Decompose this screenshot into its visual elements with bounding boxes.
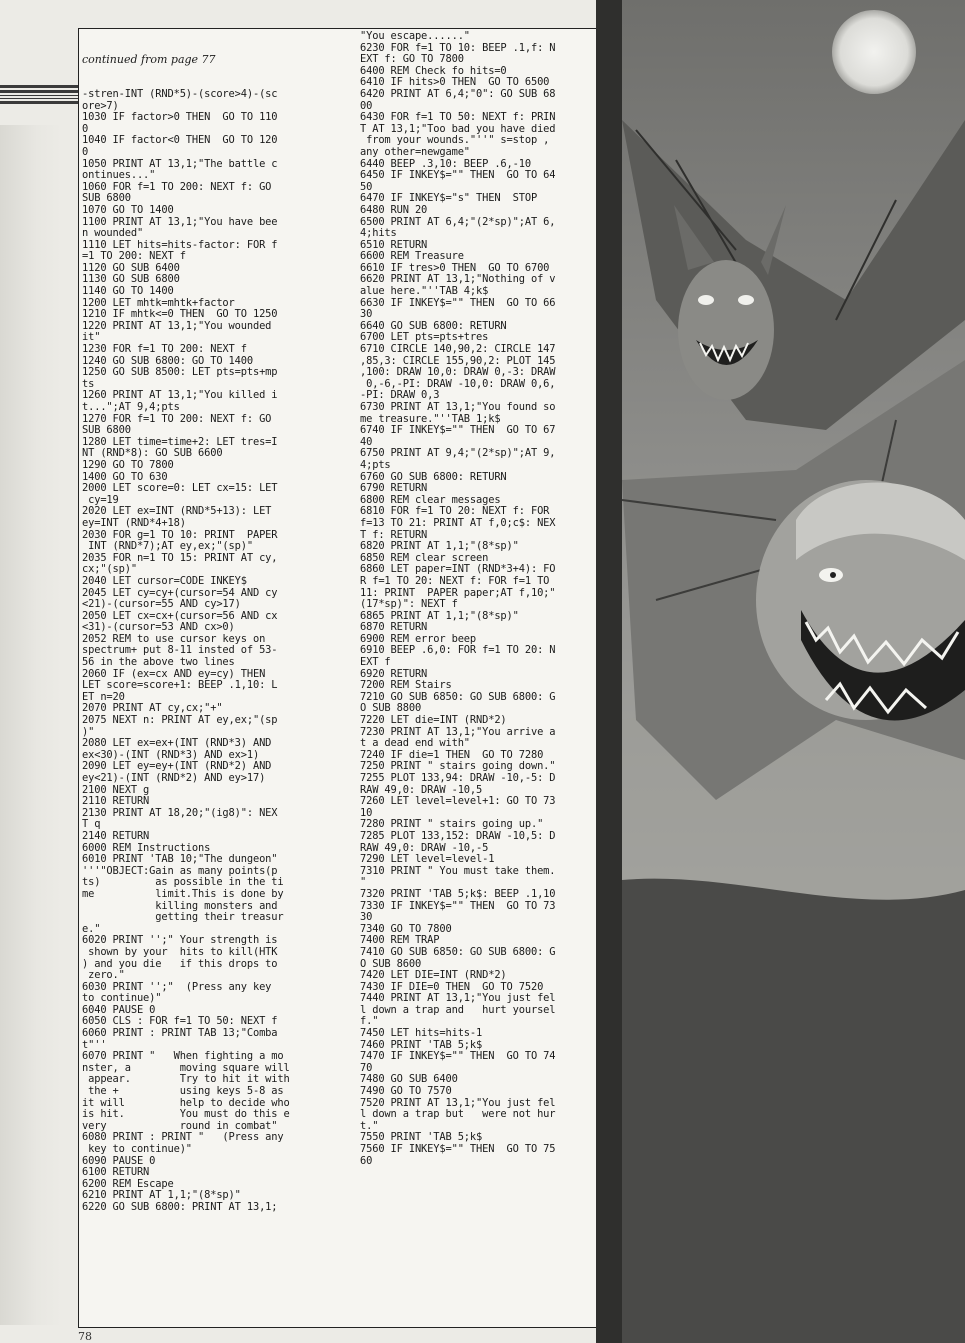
- code-line: key to continue)": [82, 1144, 192, 1155]
- code-line: 2060 IF (ex=cx AND ey=cy) THEN: [82, 668, 266, 680]
- code-line: 6630 IF INKEY$="" THEN GO TO 66: [360, 297, 556, 309]
- code-line: 40: [360, 436, 373, 448]
- code-line: 7340 GO TO 7800: [360, 923, 452, 935]
- code-line: 1050 PRINT AT 13,1;"The battle c: [82, 158, 278, 170]
- code-line: 70: [360, 1062, 373, 1074]
- code-line: 6850 REM clear screen: [360, 552, 489, 564]
- bats-illustration: [596, 0, 965, 1343]
- code-line: LET score=score+1: BEEP .1,10: L: [82, 680, 278, 692]
- code-line: 6740 IF INKEY$="" THEN GO TO 67: [360, 425, 556, 437]
- code-line: 7560 IF INKEY$="" THEN GO TO 75: [360, 1144, 556, 1155]
- code-line: 6640 GO SUB 6800: RETURN: [360, 320, 507, 332]
- code-line: 00: [360, 100, 373, 112]
- code-line: spectrum+ put 8-11 insted of 53-: [82, 645, 278, 657]
- code-line: 50: [360, 181, 373, 193]
- code-line: 6450 IF INKEY$="" THEN GO TO 64: [360, 170, 556, 182]
- code-line: 6040 PAUSE 0: [82, 1004, 156, 1016]
- listing-column-right: [360, 31, 622, 1167]
- code-line: 0: [82, 146, 89, 158]
- code-line: t.": [360, 1120, 379, 1132]
- code-line: 6020 PRINT '';" Your strength is: [82, 935, 278, 947]
- code-line: 6080 PRINT : PRINT " (Press any: [82, 1132, 284, 1144]
- code-line: T AT 13,1;"Too bad you have died: [360, 123, 556, 135]
- code-line: 6030 PRINT '';" (Press any key: [82, 981, 272, 993]
- code-line: 7200 REM Stairs: [360, 680, 452, 692]
- code-line: 7550 PRINT 'TAB 5;k$: [360, 1132, 483, 1144]
- code-line: me limit.This is done by: [82, 888, 284, 900]
- code-line: ET n=20: [82, 691, 125, 703]
- code-line: SUB 6800: [82, 425, 131, 437]
- code-line: 7480 GO SUB 6400: [360, 1074, 458, 1086]
- code-line: 6870 RETURN: [360, 622, 428, 634]
- code-line: 6820 PRINT AT 1,1;"(8*sp)": [360, 541, 519, 553]
- code-line: ,85,3: CIRCLE 155,90,2: PLOT 145: [360, 355, 556, 367]
- code-line: 10: [360, 807, 373, 819]
- code-line: 1070 GO TO 1400: [82, 204, 174, 216]
- code-line: l down a trap and hurt yoursel: [360, 1004, 556, 1016]
- code-line: 6610 IF tres>0 THEN GO TO 6700: [360, 262, 550, 274]
- continued-note: continued from page 77: [82, 53, 216, 67]
- code-line: 6790 RETURN: [360, 483, 428, 495]
- code-line: 7260 LET level=level+1: GO TO 73: [360, 796, 556, 808]
- code-line: 2100 NEXT g: [82, 784, 150, 796]
- code-line: 30: [360, 309, 373, 321]
- code-line: 6230 FOR f=1 TO 10: BEEP .1,f: N: [360, 42, 556, 54]
- code-line: is hit. You must do this e: [82, 1109, 290, 1121]
- code-line: appear. Try to hit it with: [82, 1074, 290, 1086]
- code-line: 2040 LET cursor=CODE INKEY$: [82, 575, 247, 587]
- code-line: 6750 PRINT AT 9,4;"(2*sp)";AT 9,: [360, 448, 556, 460]
- code-line: 6050 CLS : FOR f=1 TO 50: NEXT f: [82, 1016, 278, 1028]
- code-line: ,100: DRAW 10,0: DRAW 0,-3: DRAW: [360, 367, 556, 379]
- code-line: cy=19: [82, 494, 119, 506]
- code-line: t"'': [82, 1039, 107, 1051]
- code-line: 6000 REM Instructions: [82, 842, 211, 854]
- code-line: 6210 PRINT AT 1,1;"(8*sp)": [82, 1190, 241, 1202]
- code-line: R f=1 TO 20: NEXT f: FOR f=1 TO: [360, 575, 550, 587]
- code-line: killing monsters and: [82, 900, 278, 912]
- code-line: O SUB 8600: [360, 958, 422, 970]
- page-edge-shade: [0, 125, 62, 1325]
- code-line: f=13 TO 21: PRINT AT f,0;c$: NEX: [360, 517, 556, 529]
- code-line: (17*sp)": NEXT f: [360, 599, 458, 611]
- code-line: zero.": [82, 970, 125, 982]
- code-line: ex<30)-(INT (RND*3) AND ex>1): [82, 749, 260, 761]
- code-line: T q: [82, 819, 101, 831]
- code-line: 6710 CIRCLE 140,90,2: CIRCLE 147: [360, 344, 556, 356]
- code-line: 6860 LET paper=INT (RND*3+4): FO: [360, 564, 556, 576]
- code-line: 2000 LET score=0: LET cx=15: LET: [82, 483, 278, 495]
- code-line: 1220 PRINT AT 13,1;"You wounded: [82, 320, 272, 332]
- code-line: 1100 PRINT AT 13,1;"You have bee: [82, 216, 278, 228]
- code-line: 7440 PRINT AT 13,1;"You just fel: [360, 993, 556, 1005]
- code-line: RAW 49,0: DRAW -10,5: [360, 784, 483, 796]
- code-line: 1130 GO SUB 6800: [82, 274, 180, 286]
- code-line: NT (RND*8): GO SUB 6600: [82, 448, 223, 460]
- code-line: 2130 PRINT AT 18,20;"(ig8)": NEX: [82, 807, 278, 819]
- code-line: 7400 REM TRAP: [360, 935, 440, 947]
- code-line: 7290 LET level=level-1: [360, 854, 495, 866]
- code-line: ) and you die if this drops to: [82, 958, 278, 970]
- code-line: 7430 IF DIE=0 THEN GO TO 7520: [360, 981, 544, 993]
- code-line: 6090 PAUSE 0: [82, 1155, 156, 1167]
- code-line: 2070 PRINT AT cy,cx;"+": [82, 703, 223, 715]
- code-line: 7280 PRINT " stairs going up.": [360, 819, 544, 831]
- code-line: 2052 REM to use cursor keys on: [82, 633, 266, 645]
- code-line: n wounded": [82, 228, 144, 240]
- code-line: 7460 PRINT 'TAB 5;k$: [360, 1039, 483, 1051]
- code-line: 1400 GO TO 630: [82, 471, 168, 483]
- code-line: 6470 IF INKEY$="s" THEN STOP: [360, 193, 538, 205]
- code-line: <21)-(cursor=55 AND cy>17): [82, 599, 241, 611]
- code-line: it will help to decide who: [82, 1097, 290, 1109]
- dark-ground: [622, 879, 965, 1343]
- code-line: the + using keys 5-8 as: [82, 1086, 284, 1098]
- page-edge-marks: [0, 85, 78, 117]
- code-line: 7240 IF die=1 THEN GO TO 7280: [360, 749, 544, 761]
- code-line: 56 in the above two lines: [82, 657, 235, 669]
- code-line: 6410 IF hits>0 THEN GO TO 6500: [360, 77, 550, 89]
- code-line: INT (RND*7);AT ey,ex;"(sp)": [82, 541, 253, 553]
- code-line: ": [360, 877, 367, 889]
- code-line: 6620 PRINT AT 13,1;"Nothing of v: [360, 274, 556, 286]
- code-line: 6070 PRINT " When fighting a mo: [82, 1051, 284, 1063]
- code-line: 6440 BEEP .3,10: BEEP .6,-10: [360, 158, 531, 170]
- code-line: 7490 GO TO 7570: [360, 1086, 452, 1098]
- code-line: 4;pts: [360, 459, 391, 471]
- code-line: 0: [82, 123, 89, 135]
- code-line: 6910 BEEP .6,0: FOR f=1 TO 20: N: [360, 645, 556, 657]
- code-line: 1260 PRINT AT 13,1;"You killed i: [82, 390, 278, 402]
- code-line: -PI: DRAW 0,3: [360, 390, 440, 402]
- code-line: t a dead end with": [360, 738, 470, 750]
- code-line: 1140 GO TO 1400: [82, 286, 174, 298]
- code-line: 6800 REM clear messages: [360, 494, 501, 506]
- code-line: 7320 PRINT 'TAB 5;k$: BEEP .1,10: [360, 888, 556, 900]
- code-line: 11: PRINT PAPER paper;AT f,10;": [360, 587, 556, 599]
- code-line: 6900 REM error beep: [360, 633, 477, 645]
- code-line: 6420 PRINT AT 6,4;"0": GO SUB 68: [360, 88, 556, 100]
- code-line: 6100 RETURN: [82, 1167, 150, 1179]
- code-line: 1110 LET hits=hits-factor: FOR f: [82, 239, 278, 251]
- code-line: nster, a moving square will: [82, 1062, 290, 1074]
- code-line: 2035 FOR n=1 TO 15: PRINT AT cy,: [82, 552, 278, 564]
- code-line: -stren-INT (RND*5)-(score>4)-(sc: [82, 88, 278, 100]
- code-line: EXT f: GO TO 7800: [360, 54, 464, 66]
- code-line: 2080 LET ex=ex+(INT (RND*3) AND: [82, 738, 272, 750]
- code-line: l down a trap but were not hur: [360, 1109, 556, 1121]
- code-line: 7420 LET DIE=INT (RND*2): [360, 970, 507, 982]
- code-line: cx;"(sp)": [82, 564, 137, 576]
- code-line: 2020 LET ex=INT (RND*5+13): LET: [82, 506, 272, 518]
- code-line: 1060 FOR f=1 TO 200: NEXT f: GO: [82, 181, 272, 193]
- code-line: 7250 PRINT " stairs going down.": [360, 761, 556, 773]
- code-line: ontinues...": [82, 170, 156, 182]
- code-line: f.": [360, 1016, 379, 1028]
- code-line: 6760 GO SUB 6800: RETURN: [360, 471, 507, 483]
- code-line: 4;hits: [360, 228, 397, 240]
- moon: [832, 10, 916, 94]
- code-line: '''"OBJECT:Gain as many points(p: [82, 865, 278, 877]
- code-line: shown by your hits to kill(HTK: [82, 946, 278, 958]
- code-line: 1270 FOR f=1 TO 200: NEXT f: GO: [82, 413, 272, 425]
- code-line: ey=INT (RND*4+18): [82, 517, 186, 529]
- code-line: O SUB 8800: [360, 703, 422, 715]
- code-line: 6480 RUN 20: [360, 204, 428, 216]
- code-line: 1290 GO TO 7800: [82, 459, 174, 471]
- code-line: "You escape......": [360, 31, 470, 42]
- code-line: 2030 FOR g=1 TO 10: PRINT PAPER: [82, 529, 278, 541]
- code-line: getting their treasur: [82, 912, 284, 924]
- code-line: 6400 REM Check fo hits=0: [360, 65, 507, 77]
- code-line: SUB 6800: [82, 193, 131, 205]
- code-line: 7330 IF INKEY$="" THEN GO TO 73: [360, 900, 556, 912]
- code-line: 7470 IF INKEY$="" THEN GO TO 74: [360, 1051, 556, 1063]
- code-line: 7255 PLOT 133,94: DRAW -10,-5: D: [360, 773, 556, 784]
- code-line: EXT f: [360, 657, 391, 669]
- code-line: 1250 GO SUB 8500: LET pts=pts+mp: [82, 367, 278, 379]
- code-line: 2090 LET ey=ey+(INT (RND*2) AND: [82, 761, 272, 773]
- code-line: 7285 PLOT 133,152: DRAW -10,5: D: [360, 830, 556, 842]
- code-line: 2045 LET cy=cy+(cursor=54 AND cy: [82, 587, 278, 599]
- code-line: from your wounds."''" s=stop ,: [360, 135, 550, 147]
- code-line: 2050 LET cx=cx+(cursor=56 AND cx: [82, 610, 278, 622]
- code-line: ts) as possible in the ti: [82, 877, 284, 889]
- code-line: 6200 REM Escape: [82, 1178, 174, 1190]
- code-line: 1120 GO SUB 6400: [82, 262, 180, 274]
- code-line: e.": [82, 923, 101, 935]
- code-line: 2140 RETURN: [82, 830, 150, 842]
- code-line: very round in combat": [82, 1120, 278, 1132]
- code-line: 6730 PRINT AT 13,1;"You found so: [360, 402, 556, 413]
- code-line: alue here."''TAB 4;k$: [360, 286, 489, 298]
- code-line: me treasure."''TAB 1;k$: [360, 413, 501, 425]
- code-line: to continue)": [82, 993, 162, 1005]
- code-line: it": [82, 332, 101, 344]
- code-line: 6810 FOR f=1 TO 20: NEXT f: FOR: [360, 506, 550, 518]
- listing-column-left: [82, 31, 344, 1214]
- code-line: 60: [360, 1155, 373, 1167]
- code-line: 7410 GO SUB 6850: GO SUB 6800: G: [360, 946, 556, 958]
- code-line: 7230 PRINT AT 13,1;"You arrive a: [360, 726, 556, 738]
- code-line: T f: RETURN: [360, 529, 428, 541]
- code-line: 6060 PRINT : PRINT TAB 13;"Comba: [82, 1028, 278, 1040]
- code-line: ey<21)-(INT (RND*2) AND ey>17): [82, 773, 266, 784]
- code-line: 6865 PRINT AT 1,1;"(8*sp)": [360, 610, 519, 622]
- code-line: 6700 LET pts=pts+tres: [360, 332, 489, 344]
- code-line: 7220 LET die=INT (RND*2): [360, 715, 507, 727]
- code-line: RAW 49,0: DRAW -10,-5: [360, 842, 489, 854]
- code-line: 0,-6,-PI: DRAW -10,0: DRAW 0,6,: [360, 378, 556, 390]
- code-line: 1230 FOR f=1 TO 200: NEXT f: [82, 344, 247, 356]
- code-line: 1280 LET time=time+2: LET tres=I: [82, 436, 278, 448]
- code-line: 7310 PRINT " You must take them.: [360, 865, 556, 877]
- code-line: 6220 GO SUB 6800: PRINT AT 13,1;: [82, 1201, 278, 1213]
- code-line: ore>7): [82, 100, 119, 112]
- code-line: 6010 PRINT 'TAB 10;"The dungeon": [82, 854, 278, 866]
- code-line: 1240 GO SUB 6800: GO TO 1400: [82, 355, 253, 367]
- code-line: ts: [82, 378, 95, 390]
- code-line: 7520 PRINT AT 13,1;"You just fel: [360, 1097, 556, 1109]
- code-line: 6920 RETURN: [360, 668, 428, 680]
- code-line: 6600 REM Treasure: [360, 251, 464, 263]
- code-line: 1200 LET mhtk=mhtk+factor: [82, 297, 235, 309]
- page-number: 78: [78, 1330, 92, 1343]
- program-listing-box: [78, 28, 616, 1328]
- code-line: 1040 IF factor<0 THEN GO TO 120: [82, 135, 278, 147]
- code-line: 6430 FOR f=1 TO 50: NEXT f: PRIN: [360, 112, 556, 124]
- code-line: 2075 NEXT n: PRINT AT ey,ex;"(sp: [82, 715, 278, 727]
- code-line: 6510 RETURN: [360, 239, 428, 251]
- code-line: 2110 RETURN: [82, 796, 150, 808]
- code-line: 6500 PRINT AT 6,4;"(2*sp)";AT 6,: [360, 216, 556, 228]
- code-line: 1210 IF mhtk<=0 THEN GO TO 1250: [82, 309, 278, 321]
- code-line: =1 TO 200: NEXT f: [82, 251, 186, 263]
- code-line: t...";AT 9,4;pts: [82, 402, 180, 413]
- code-line: 30: [360, 912, 373, 924]
- code-line: 7210 GO SUB 6850: GO SUB 6800: G: [360, 691, 556, 703]
- code-line: )": [82, 726, 95, 738]
- code-line: 7450 LET hits=hits-1: [360, 1028, 483, 1040]
- code-line: <31)-(cursor=53 AND cx>0): [82, 622, 235, 634]
- code-line: 1030 IF factor>0 THEN GO TO 110: [82, 112, 278, 124]
- code-line: any other=newgame": [360, 146, 470, 158]
